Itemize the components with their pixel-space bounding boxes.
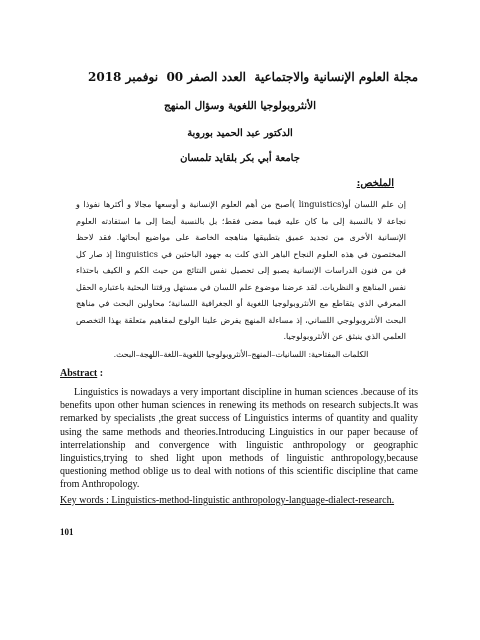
english-abstract-body: Linguistics is nowadays a very important discipline in human sciences .because of its benefits upon other human sciences in renewing its methods on research subjects.It was remarked by specialists ,the great success of Linguistics interms of quantity and quality using the same methods and theories.Introducing Linguistics in our paper because of interrelationship and convergence with linguistic anthropology or geographic linguistics,trying to shed light upon methods of linguistic anthropology,because questioning method oblige us to deal with notions of this scientific discipline that came from Anthropology. bbox=[60, 387, 418, 491]
english-keywords bbox=[60, 494, 418, 507]
english-abstract-label: Abstract bbox=[60, 368, 98, 379]
paper-title: الأنثروبولوجيا اللغوية وسؤال المنهج bbox=[163, 100, 317, 112]
journal-name: مجلة العلوم الإنسانية والاجتماعية bbox=[254, 70, 418, 84]
keywords-label: Key words : bbox=[60, 495, 109, 506]
author-affiliation: جامعة أبي بكر بلقايد تلمسان bbox=[180, 153, 300, 164]
page-number: 101 bbox=[60, 527, 74, 537]
english-abstract-heading bbox=[60, 368, 103, 379]
arabic-abstract bbox=[76, 196, 406, 345]
issue-date: نوفمبر 2018 bbox=[88, 70, 159, 84]
keywords-values: Linguistics-method-linguistic anthropology-language-dialect-research. bbox=[108, 495, 395, 506]
arabic-abstract-body: إن علم اللسان أو(linguistics )أصبح من أهم العلوم الإنسانية و أوسعها مجالا و أكثرها نفوذا و نجاعة لا بالنسبة إلى ما كان عليه فيما مضى فقط؛ بل بالنسبة أيضا إلى ما استفادته العلوم الإنسانية الأخرى من تجديد عميق بتطبيقها مناهجه الخاصة على مواضيع أبحاثها. فقد لاحظ المختصون في هذه العلوم النجاح الباهر الذي كلت به جهود الباحثين في linguistics إذ صار كل فن من فنون الدراسات الإنسانية يصبو إلى تحصيل نفس النتائج من حيث الكم و الكيف باحتذاء نفس المناهج و النظريات. لقد عرضنا موضوع علم اللسان في مستهل ورقتنا البحثية باعتباره الحقل المعرفي الذي يتقاطع مع الأنثروبولوجيا اللغوية أو الجغرافية اللسانية؛ محاولين البحث في مناهج البحث الأنثروبولوجي اللساني، إذ مساءلة المنهج يفرض علينا الولوج لمفاهيم متعلقة بهذا التخصص العلمي الذي ينبثق عن الأنثروبولوجيا. bbox=[76, 199, 406, 341]
arabic-keywords: الكلمات المفتاحية: اللسانيات–المنهج–الأنثروبولوجيا اللغوية–اللغة–اللهجة–البحث. bbox=[113, 350, 369, 359]
english-abstract-colon: : bbox=[97, 368, 104, 379]
issue-number: العدد الصفر 00 bbox=[166, 70, 247, 84]
journal-header bbox=[88, 70, 418, 84]
author-name: الدكتور عبد الحميد بوروبة bbox=[187, 128, 293, 139]
english-abstract bbox=[60, 386, 418, 492]
arabic-abstract-heading: الملخص: bbox=[356, 178, 394, 189]
